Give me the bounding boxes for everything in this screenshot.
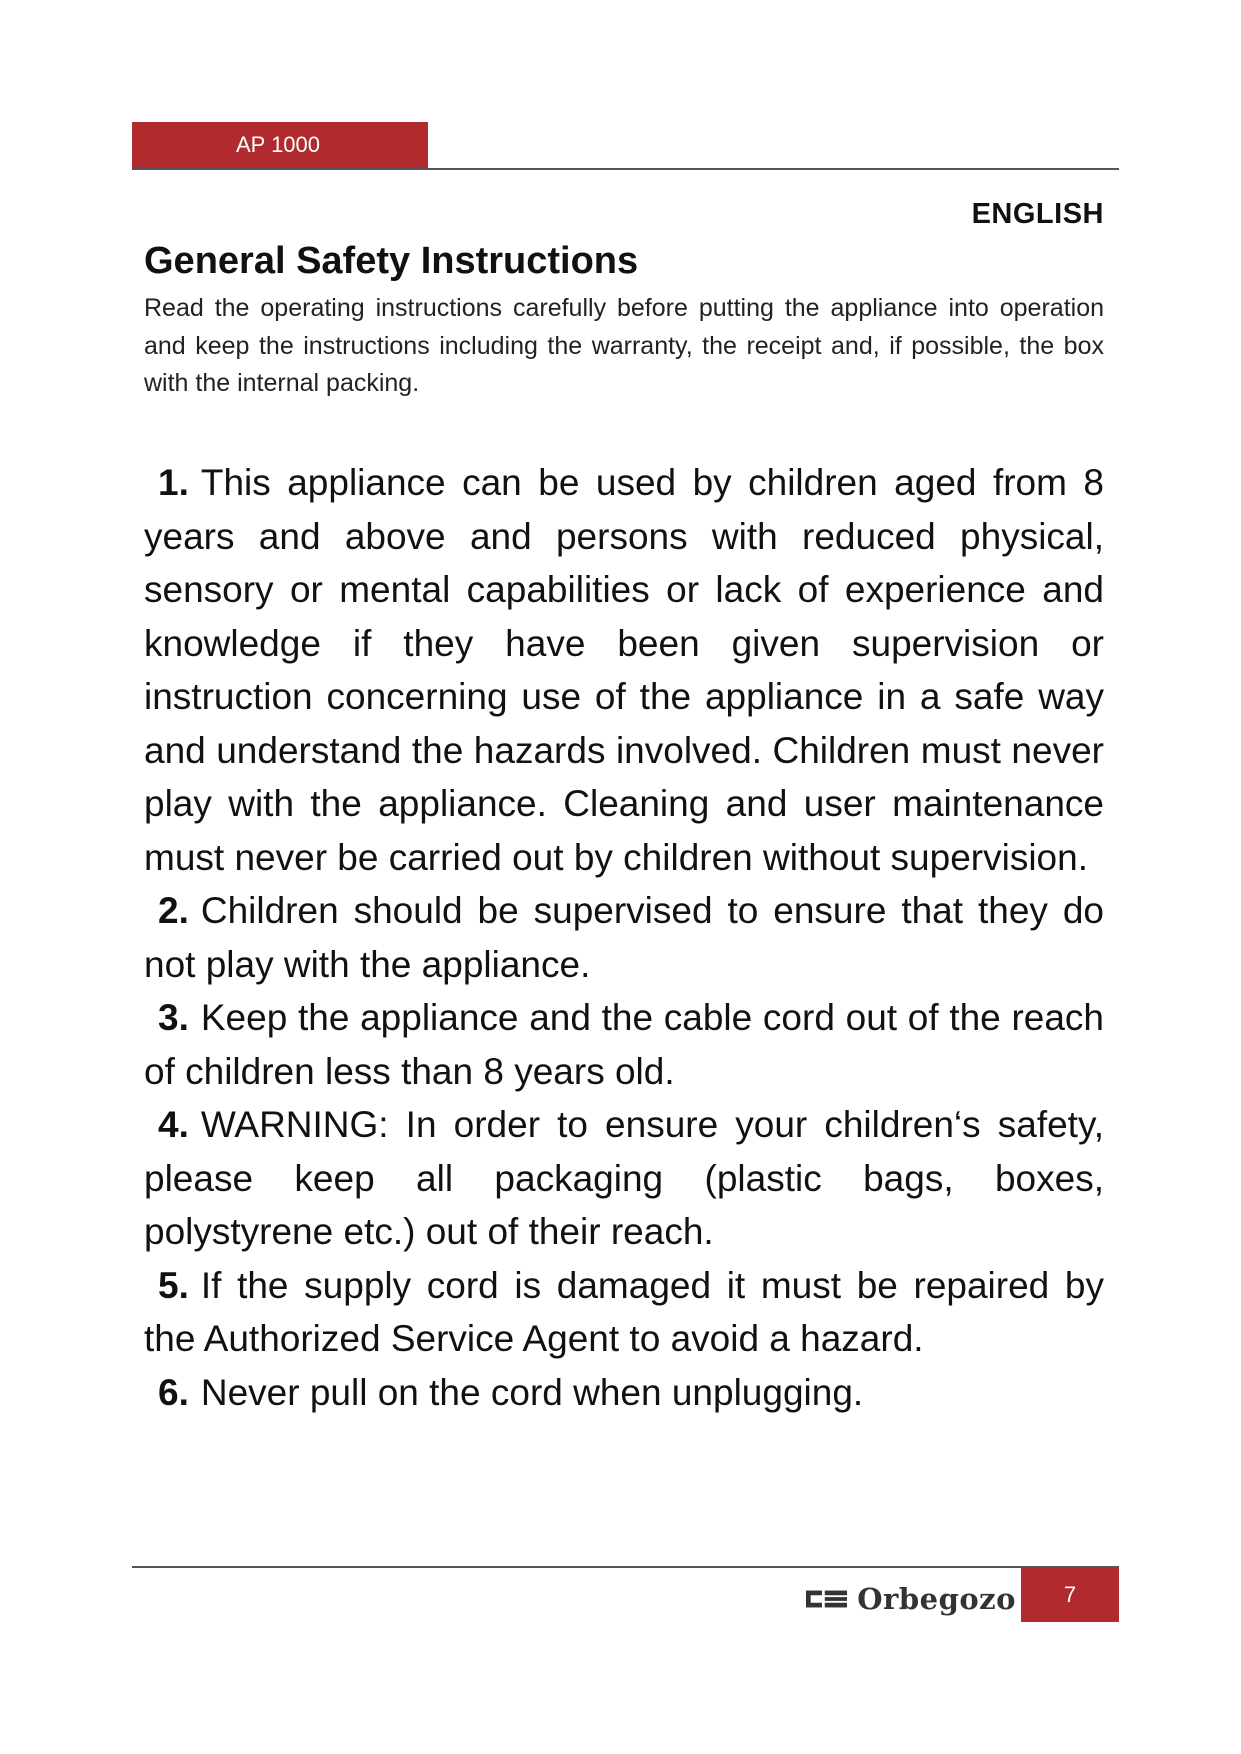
page-number-box [1021, 1568, 1119, 1622]
list-item [144, 1259, 1104, 1366]
section-title: General Safety Instructions [144, 240, 639, 282]
header-rule [132, 168, 1119, 170]
model-header-tab [132, 122, 428, 168]
item-number: 2. [158, 890, 189, 931]
item-text: Never pull on the cord when unplugging. [200, 1371, 864, 1413]
item-number: 5. [158, 1264, 189, 1306]
item-text: If the supply cord is damaged it must be repaired by the Authorized Service Agent to avoid a hazard. [144, 1264, 1104, 1359]
item-number: 6. [158, 1371, 189, 1413]
footer-rule [132, 1566, 1119, 1568]
brand-logo [806, 1578, 1016, 1620]
brand-name: Orbegozo [857, 1582, 1016, 1616]
item-text: This appliance can be used by children aged from 8 years and above and persons with reduced physical, sensory or mental capabilities or lack of experience and knowledge if they have been given supervision or instruction concerning use of the appliance in a safe way and understand the hazards involved. Children must never play with the appliance. Cleaning and user maintenance must never be carried out by children without supervision. [144, 462, 1104, 878]
safety-instructions-list [144, 456, 1104, 1419]
item-number: 3. [158, 997, 189, 1038]
brand-mark-icon [806, 1587, 847, 1611]
list-item [144, 1366, 1104, 1420]
language-label: ENGLISH [971, 198, 1104, 230]
item-text: Children should be supervised to ensure that they do not play with the appliance. [144, 890, 1104, 985]
model-label: AP 1000 [236, 132, 321, 157]
list-item [144, 456, 1104, 884]
list-item [144, 884, 1104, 991]
list-item [144, 1098, 1104, 1259]
item-text: Keep the appliance and the cable cord out of the reach of children less than 8 years old. [144, 997, 1104, 1092]
item-number: 4. [158, 1104, 189, 1145]
item-number: 1. [158, 462, 189, 503]
item-text: WARNING: In order to ensure your children‘s safety, please keep all packaging (plastic bags, boxes, polystyrene etc.) out of their reach. [144, 1104, 1104, 1252]
list-item [144, 991, 1104, 1098]
intro-paragraph: Read the operating instructions carefully before putting the appliance into operation and keep the instructions including the warranty, the receipt and, if possible, the box with the internal packing. [144, 294, 1104, 397]
page-number: 7 [1063, 1582, 1077, 1607]
